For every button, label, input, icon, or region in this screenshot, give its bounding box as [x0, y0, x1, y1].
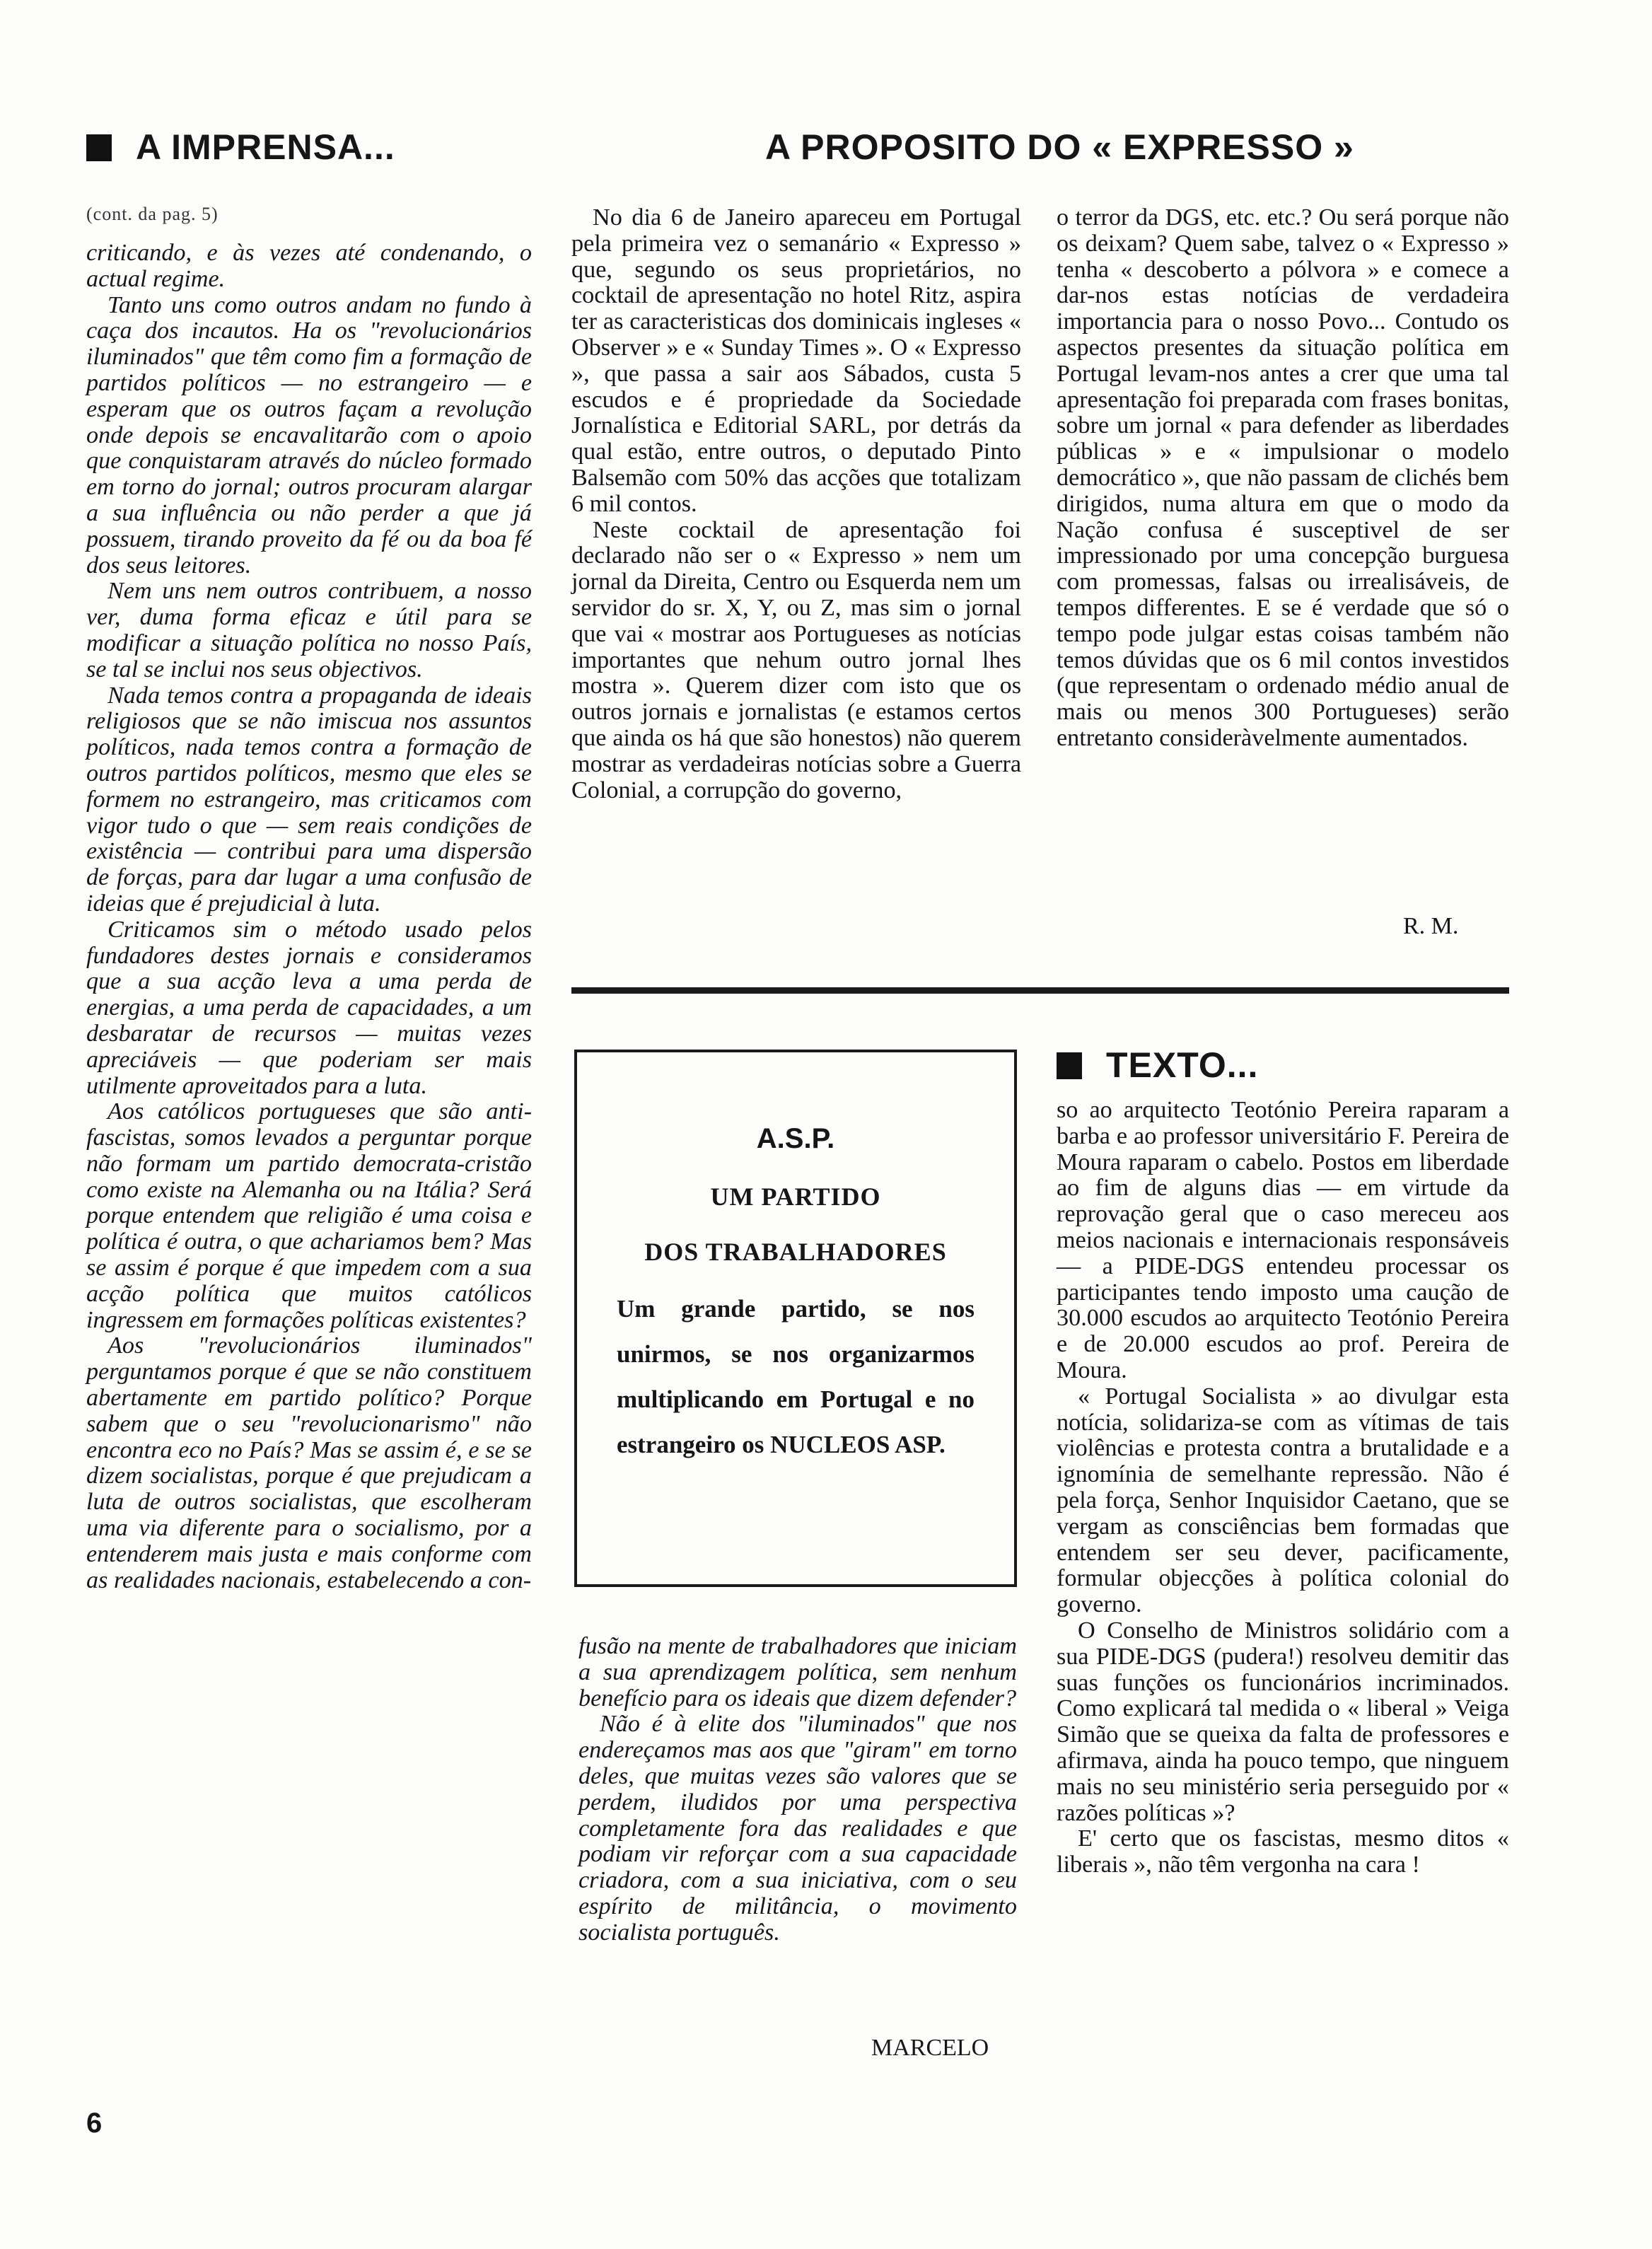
heading-texto-text: TEXTO...: [1106, 1045, 1259, 1085]
asp-body: Um grande partido, se nos unirmos, se nos organizarmos multiplicando em Portugal e no estrangeiro os NUCLEOS ASP.: [617, 1295, 975, 1458]
continuation-note: (cont. da pag. 5): [86, 204, 219, 224]
texto-column: [1057, 1098, 1509, 1878]
heading-imprensa: [86, 126, 395, 168]
square-bullet-icon: [1057, 1052, 1082, 1079]
expresso-paragraph: o terror da DGS, etc. etc.? Ou será porque não os deixam? Quem sabe, talvez o « Expresso » tenha « descoberto a pólvora » e comece a dar-nos estas notícias de verdadeira importancia para o nosso Povo... Contudo os aspectos presentes da situação política em Portugal levam-nos antes a crer que uma tal apresentação foi preparada com frases bonitas, sobre um jornal « para defender as liberdades públicas » e « impulsionar o modelo democrático », que não passam de clichés bem dirigidos, numa altura em que o modo da Nação confusa é susceptivel de ser impressionado por uma concepção burguesa com promessas, falsas ou irrealisáveis, de tempos differentes. E se é verdade que só o tempo pode julgar estas coisas também não temos dúvidas que os 6 mil contos investidos (que representam o ordenado médio anual de mais ou menos 300 Portugueses) serão entretanto consideràvelmente aumentados.: [1057, 204, 1509, 751]
imprensa-paragraph: Tanto uns como outros andam no fundo à caça dos incautos. Ha os "revolucionários iluminados" que têm como fim a formação de partidos políticos — no estrangeiro — e esperam que os outros façam a revolução onde depois se encavalitarão com o apoio que conquistaram através do núcleo formado em torno do jornal; outros procuram alargar a sua influência ou não perder a que já possuem, tirando proveito da fé ou da boa fé dos seus leitores.: [86, 291, 532, 579]
texto-paragraph: E' certo que os fascistas, mesmo ditos « liberais », não têm vergonha na cara !: [1057, 1825, 1509, 1878]
texto-paragraph: so ao arquitecto Teotónio Pereira raparam a barba e ao professor universitário F. Pereira de Moura raparam o cabelo. Postos em liberdade ao fim de alguns dias — em virtude da reprovação geral que o caso mereceu aos meios nacionais e internacionais responsáveis — a PIDE-DGS entendeu processar os participantes tendo imposto uma caução de 30.000 escudos ao arquitecto Teotónio Pereira e de 20.000 escudos ao prof. Pereira de Moura.: [1057, 1097, 1509, 1383]
heading-expresso: A PROPOSITO DO « EXPRESSO »: [765, 127, 1354, 167]
texto-paragraph: O Conselho de Ministros solidário com a sua PIDE-DGS (pudera!) resolveu demitir das suas funções os funcionários incriminados. Como explicará tal medida o « liberal » Veiga Simão que se queixa da falta de professores e afirmava, ainda ha pouco tempo, que ninguem mais no seu ministério seria perseguido por « razões políticas »?: [1057, 1617, 1509, 1826]
asp-title: A.S.P.: [756, 1123, 835, 1154]
imprensa-paragraph: Não é à elite dos "iluminados" que nos endereçamos mas aos que "giram" em torno deles, que muitas vezes são valores que se perdem, iludidos por uma perspectiva completamente fora das realidades e que podiam vir reforçar com a sua capacidade criadora, com a sua iniciativa, com o seu espírito de militância, o movimento socialista português.: [578, 1711, 1017, 1946]
expresso-paragraph: No dia 6 de Janeiro apareceu em Portugal pela primeira vez o semanário « Expresso » que, segundo os seus proprietários, no cocktail de apresentação no hotel Ritz, aspira ter as caracteristicas dos dominicais ingleses « Observer » e « Sunday Times ». O « Expresso », que passa a sair aos Sábados, custa 5 escudos e é propriedade da Sociedade Jornalística e Editorial SARL, por detrás da qual estão, entre outros, o deputado Pinto Balsemão com 50% das acções que totalizam 6 mil contos.: [571, 204, 1021, 517]
expresso-signature: R. M.: [1403, 913, 1459, 939]
asp-subtitle-line1: UM PARTIDO: [710, 1182, 881, 1211]
imprensa-paragraph: Aos "revolucionários iluminados" perguntamos porque é que se não constituem abertamente em partido político? Porque sabem que o seu "revolucionarismo" não encontra eco no País? Mas se assim é, e se se dizem socialistas, porque é que prejudicam a luta de outros socialistas, que escolheram uma via diferente para o socialismo, por a entenderem mais justa e mais conforme com as realidades nacionais, estabelecendo a con-: [86, 1332, 532, 1593]
heading-imprensa-text: A IMPRENSA...: [136, 127, 395, 167]
imprensa-paragraph: Nem uns nem outros contribuem, a nosso ver, duma forma eficaz e útil para se modificar a situação política no nosso País, se tal se inclui nos seus objectivos.: [86, 578, 532, 682]
imprensa-paragraph: Criticamos sim o método usado pelos fundadores destes jornais e consideramos que a sua acção leva a uma perda de energias, a uma perda de capacidades, a um desbaratar de recursos — muitas vezes apreciáveis — que poderiam ser mais utilmente aproveitados para a luta.: [86, 916, 532, 1099]
imprensa-paragraph: criticando, e às vezes até condenando, o actual regime.: [86, 240, 532, 292]
asp-subtitle-line2: DOS TRABALHADORES: [644, 1238, 947, 1266]
square-bullet-icon: [86, 134, 112, 161]
heading-texto: [1057, 1044, 1258, 1086]
section-divider: [571, 987, 1509, 994]
imprensa-signature: MARCELO: [871, 2035, 989, 2061]
imprensa-paragraph: Aos católicos portugueses que são anti-fascistas, somos levados a perguntar porque não formam um partido democrata-cristão como existe na Alemanha ou na Itália? Será porque entendem que religião é uma coisa e política é outra, o que achariamos bem? Mas se assim é porque é que impedem com a sua acção política que muitos católicos ingressem em formações políticas existentes?: [86, 1098, 532, 1333]
page-number: 6: [86, 2108, 103, 2139]
expresso-column-1: [571, 205, 1021, 803]
imprensa-paragraph: fusão na mente de trabalhadores que iniciam a sua aprendizagem política, sem nenhum benefício para os ideais que dizem defender?: [578, 1633, 1017, 1712]
texto-paragraph: « Portugal Socialista » ao divulgar esta notícia, solidariza-se com as vítimas de tais violências e protesta contra a brutalidade e a ignomínia de semelhante repressão. Não é pela força, Senhor Inquisidor Caetano, que se vergam as consciências bem formadas que entendem ser seu dever, pacificamente, formular objecções à política colonial do governo.: [1057, 1383, 1509, 1618]
imprensa-continued-column: [578, 1634, 1017, 1946]
imprensa-paragraph: Nada temos contra a propaganda de ideais religiosos que se não imiscua nos assuntos políticos, nada temos contra a formação de outros partidos políticos, mesmo que eles se formem no estrangeiro, mas criticamos com vigor tudo o que — sem reais condições de existência — contribui para uma dispersão de forças, para dar lugar a uma confusão de ideias que é prejudicial à luta.: [86, 682, 532, 917]
expresso-paragraph: Neste cocktail de apresentação foi declarado não ser o « Expresso » nem um jornal da Direita, Centro ou Esquerda nem um servidor do sr. X, Y, ou Z, mas sim o jornal que vai « mostrar aos Portugueses as notícias importantes que nehum outro jornal lhes mostra ». Querem dizer com isto que os outros jornais e jornalistas (e estamos certos que ainda os há que são honestos) não querem mostrar as verdadeiras notícias sobre a Guerra Colonial, a corrupção do governo,: [571, 516, 1021, 803]
asp-box: [574, 1050, 1017, 1587]
imprensa-column: [86, 240, 532, 1593]
expresso-column-2: [1057, 205, 1509, 752]
